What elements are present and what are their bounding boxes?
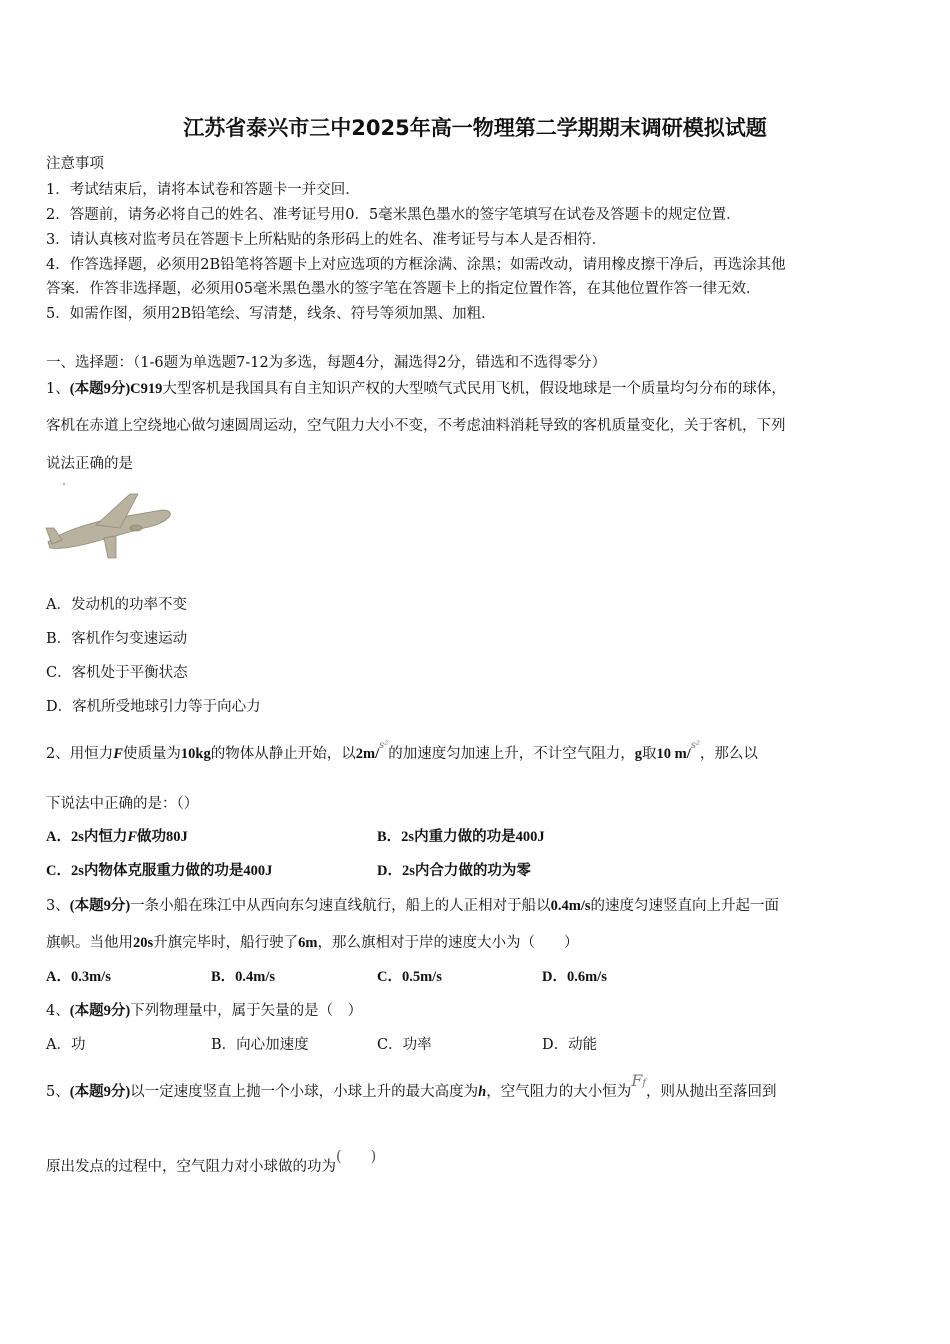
question-4-option[interactable]: D．动能 — [542, 1037, 598, 1053]
question-3-line: 3、(本题9分)一条小船在珠江中从西向东匀速直线航行，船上的人正相对于船以0.4m/s的速度匀速竖直向上升起一面 — [46, 898, 780, 914]
question-1-option[interactable]: B．客机作匀变速运动 — [46, 631, 188, 647]
question-4-option[interactable]: B．向心加速度 — [211, 1037, 309, 1053]
section-heading: 一、选择题：（1-6题为单选题7-12为多选，每题4分，漏选得2分，错选和不选得零分） — [46, 355, 607, 371]
question-2-line: 2、用恒力F使质量为10kg的物体从静止开始，以2m/$^{s^2}$的加速度匀加速上升，不计空气阻力，g取10 m/$^{s^2}$，那么以 — [46, 740, 758, 762]
question-1-line: 1、(本题9分)C919大型客机是我国具有自主知识产权的大型喷气式民用飞机，假设地球是一个质量均匀分布的球体， — [46, 381, 786, 397]
question-1-option[interactable]: A．发动机的功率不变 — [46, 597, 187, 613]
question-1-option[interactable]: C．客机处于平衡状态 — [46, 665, 188, 681]
question-2-option-b[interactable]: B．2s内重力做的功是400J — [377, 829, 545, 845]
question-2-option-a[interactable]: A．2s内恒力F做功80J — [46, 829, 188, 845]
notice-item: 2．答题前，请务必将自己的姓名、准考证号用0．5毫米黑色墨水的签字笔填写在试卷及答题卡的规定位置． — [46, 207, 741, 223]
question-1-line: 说法正确的是 — [46, 456, 133, 472]
question-4-line: 4、(本题9分)下列物理量中，属于矢量的是（ ） — [46, 1003, 363, 1019]
question-2-option-c[interactable]: C．2s内物体克服重力做的功是400J — [46, 863, 273, 879]
notice-item: 4．作答选择题，必须用2B铅笔将答题卡上对应选项的方框涂满、涂黑；如需改动，请用橡皮擦干净后，再选涂其他 — [46, 257, 786, 273]
question-5-line: 5、(本题9分)以一定速度竖直上抛一个小球，小球上升的最大高度为h，空气阻力的大小恒为$F^f$，则从抛出至落回到 — [46, 1071, 777, 1100]
page-title: 江苏省泰兴市三中2025年高一物理第二学期期末调研模拟试题 — [183, 116, 767, 140]
airplane-icon — [44, 480, 174, 560]
question-3-option[interactable]: B．0.4m/s — [211, 969, 276, 985]
question-1-option[interactable]: D．客机所受地球引力等于向心力 — [46, 699, 261, 715]
notice-item: 3．请认真核对监考员在答题卡上所粘贴的条形码上的姓名、准考证号与本人是否相符． — [46, 232, 607, 248]
question-4-option[interactable]: C．功率 — [377, 1037, 432, 1053]
question-4-option[interactable]: A．功 — [46, 1037, 86, 1053]
question-3-option[interactable]: A．0.3m/s — [46, 969, 111, 985]
question-3-option[interactable]: D．0.6m/s — [542, 969, 607, 985]
notice-heading: 注意事项 — [46, 156, 104, 172]
notice-item: 5．如需作图，须用2B铅笔绘、写清楚，线条、符号等须加黑、加粗． — [46, 306, 496, 322]
question-2-line: 下说法中正确的是：（） — [46, 796, 199, 812]
notice-item: 答案．作答非选择题，必须用05毫米黑色墨水的签字笔在答题卡上的指定位置作答，在其他位置作答一律无效． — [46, 281, 761, 297]
question-1-line: 客机在赤道上空绕地心做匀速圆周运动，空气阻力大小不变，不考虑油料消耗导致的客机质量变化，关于客机，下列 — [46, 418, 786, 434]
question-2-option-d[interactable]: D．2s内合力做的功为零 — [377, 863, 531, 879]
question-3-option[interactable]: C．0.5m/s — [377, 969, 442, 985]
question-5-line: 原出发点的过程中，空气阻力对小球做的功为( ) — [46, 1149, 377, 1175]
question-3-line: 旗帜。当他用20s升旗完毕时，船行驶了6m，那么旗相对于岸的速度大小为（ ） — [46, 935, 579, 951]
notice-item: 1．考试结束后，请将本试卷和答题卡一并交回． — [46, 182, 360, 198]
